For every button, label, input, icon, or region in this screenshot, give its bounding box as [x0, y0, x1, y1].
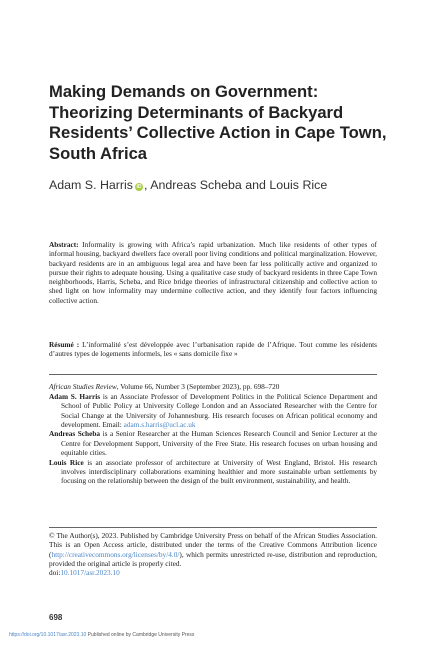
abstract-label: Abstract: [49, 240, 79, 249]
footer [9, 632, 194, 638]
journal-citation [49, 382, 279, 391]
author-line [49, 178, 327, 192]
abstract-text: Informality is growing with Africa’s rapid urbanization. Much like residents of other types of informal housing, backyard dwellers face overall poor living conditions and political marginalization. However, backyard residents are in an ambiguous legal area and have been far less politically active and organized to pursue their rights to adequate housing. Using a qualitative case study of backyard residents in three Cape Town neighborhoods, Harris, Scheba, and Rice bridge theories of infrastructural citizenship and collective action to shed light on how informality may undermine collective action, and they identify four factors influencing collective action. [49, 240, 377, 305]
doi-prefix: doi: [49, 568, 61, 578]
author-bio [49, 429, 377, 457]
resume-label: Résumé : [49, 340, 80, 349]
section-divider [49, 527, 377, 528]
author-name: Adam S. Harris [49, 178, 133, 192]
orcid-icon[interactable]: iD [136, 184, 142, 190]
footer-text: Published online by Cambridge University Press [86, 632, 195, 638]
abstract [49, 240, 377, 305]
license-link[interactable]: http://creativecommons.org/licenses/by/4.0/ [51, 549, 180, 559]
bio-name: Adam S. Harris [49, 392, 101, 401]
bio-text: is an associate professor of architecture at University of West England, Bristol. His research involves interdisciplinary collaborations examining healthier and more sustainable urban settlements by focusing on the relationship between the design of the built environment, sustainability, and health. [61, 457, 377, 486]
journal-details: , Volume 66, Number 3 (September 2023), pp. 698–720 [116, 382, 280, 391]
bio-text: is a Senior Researcher at the Human Sciences Research Council and Senior Lecturer at the Centre for Development Support, University of the Free State. His research focuses on urban housing and equitable cities. [61, 429, 377, 458]
article-title: Making Demands on Government: Theorizing Determinants of Backyard Residents’ Collective Action in Cape Town, South Africa [49, 82, 387, 163]
page-number: 698 [49, 613, 63, 622]
author-bios [49, 392, 377, 486]
email-link[interactable]: adam.s.harris@ucl.ac.uk [123, 419, 196, 429]
doi-link[interactable]: 10.1017/asr.2023.10 [60, 568, 120, 578]
journal-name: African Studies Review [49, 382, 117, 391]
copyright-text: © The Author(s), 2023. Published by Cambridge University Press on behalf of the African Studies Association. This is an Open Access article, distributed under the terms of the Creative Commons Attribution licence ( [49, 531, 377, 559]
section-divider [49, 374, 377, 375]
footer-doi-link[interactable]: https://doi.org/10.1017/asr.2023.10 [9, 632, 87, 638]
bio-text: is an Associate Professor of Development Politics in the Political Science Department and School of Public Policy at University College London and an Associated Researcher with the Centre for Social Change at the University of Johannesburg. His research focuses on African political economy and development. Email: [61, 392, 377, 429]
coauthor-names: , Andreas Scheba and Louis Rice [144, 178, 328, 192]
copyright-notice [49, 531, 377, 577]
copyright-text-end: ), which permits unrestricted re-use, distribution and reproduction, provided the original article is properly cited. [49, 549, 377, 568]
resume-text: L’informalité s’est développée avec l’urbanisation rapide de l’Afrique. Tout comme les résidents d’autres types de logements informels, les « sans domicile fixe » [49, 340, 377, 359]
resume [49, 340, 377, 368]
author-bio [49, 458, 377, 486]
bio-name: Andreas Scheba [49, 429, 101, 439]
bio-name: Louis Rice [49, 457, 84, 467]
author-bio [49, 392, 377, 429]
